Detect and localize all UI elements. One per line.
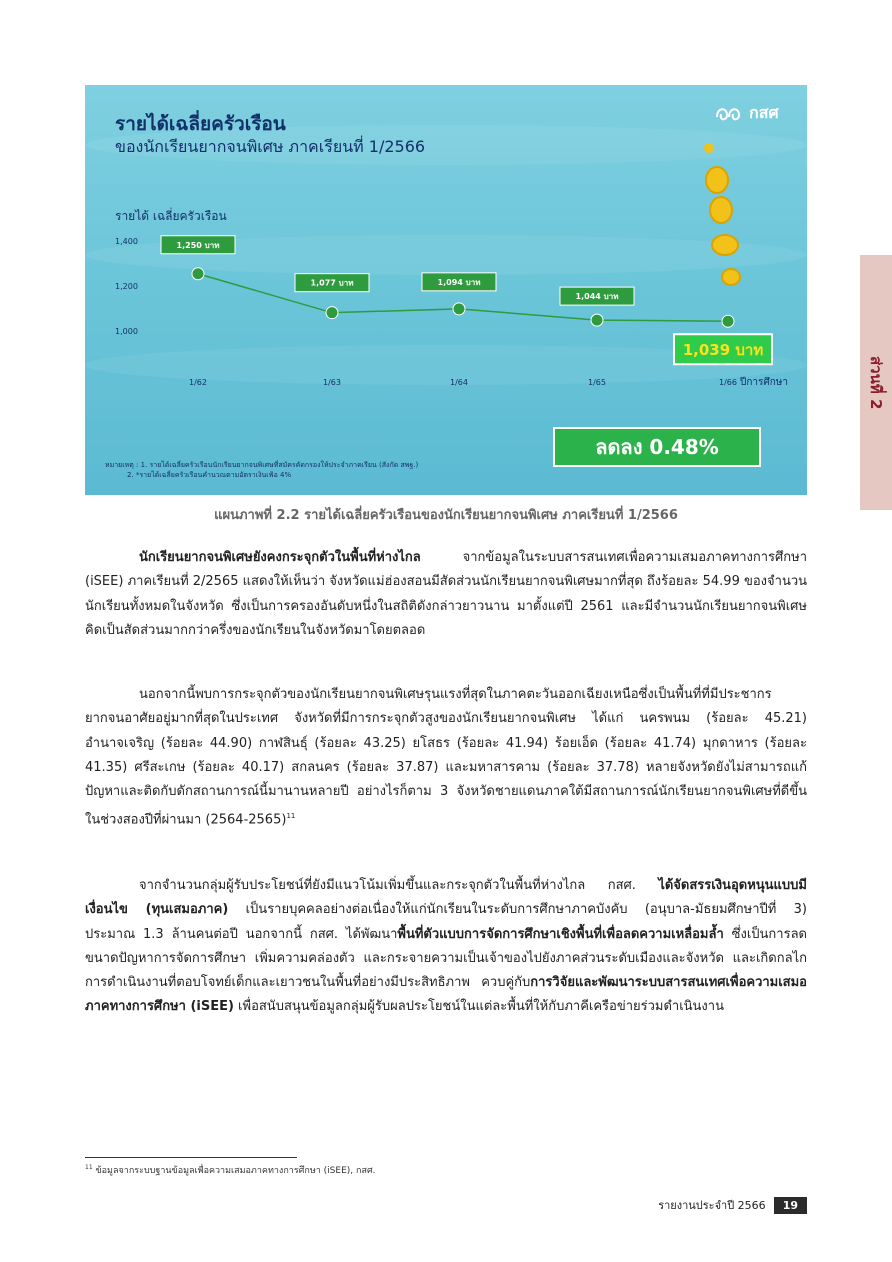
section-tab-label: ส่วนที่ 2	[867, 355, 885, 410]
data-label: 1,044 บาท	[575, 292, 619, 302]
data-point	[192, 268, 204, 280]
paragraph-3-bold: การวิจัยและพัฒนาระบบสารสนเทศเพื่อความเสมอภาคทางการศึกษา (iSEE)	[85, 975, 807, 1015]
footnote-number: 11	[85, 1164, 93, 1171]
x-tick-label: 1/64	[450, 378, 468, 387]
chart-note-line1: หมายเหตุ : 1. รายได้เฉลี่ยครัวเรือนนักเรียนยากจนพิเศษที่สมัครคัดกรองให้ประจำภาคเรียน (สังกัด สพฐ.)	[105, 461, 419, 469]
paragraph-1-text: จากข้อมูลในระบบสารสนเทศเพื่อความเสมอภาคทางการศึกษา (iSEE) ภาคเรียนที่ 2/2565 แสดงให้เห็นว่า จังหวัดแม่ฮ่องสอนมีสัดส่วนนักเรียนยากจนพิเศษมากที่สุด ถึงร้อยละ 54.99 ของจำนวนนักเรียนทั้งหมดในจังหวัด ซึ่งเป็นการครองอันดับหนึ่งในสถิติดังกล่าวยาวนาน มาตั้งแต่ปี 2561 และมีจำนวนนักเรียนยากจนพิเศษคิดเป็นสัดส่วนมากกว่าครึ่งของนักเรียนในจังหวัดมาโดยตลอด	[85, 550, 808, 638]
footnote-text: ข้อมูลจากระบบฐานข้อมูลเพื่อความเสมอภาคทางการศึกษา (iSEE), กสศ.	[92, 1166, 376, 1176]
paragraph-2-text: นอกจากนี้พบการกระจุกตัวของนักเรียนยากจนพิเศษรุนแรงที่สุดในภาคตะวันออกเฉียงเหนือซึ่งเป็นพื้นที่ที่มีประชากรยากจนอาศัยอยู่มากที่สุดในประเทศ จังหวัดที่มีการกระจุกตัวสูงของนักเรียนยากจนพิเศษ ได้แก่ นครพนม (ร้อยละ 45.21) อำนาจเจริญ (ร้อยละ 44.90) กาฬสินธุ์ (ร้อยละ 43.25) ยโสธร (ร้อยละ 41.94) ร้อยเอ็ด (ร้อยละ 41.74) มุกดาหาร (ร้อยละ 41.35) ศรีสะเกษ (ร้อยละ 40.17) สกลนคร (ร้อยละ 37.87) และมหาสารคาม (ร้อยละ 37.78) หลายจังหวัดยังไม่สามารถแก้ปัญหาและติดกับดักสถานการณ์นี้มานานหลายปี อย่างไรก็ตาม 3 จังหวัดชายแดนภาคใต้มีสถานการณ์นักเรียนยากจนพิเศษที่ดีขึ้นในช่วงสองปีที่ผ่านมา (2564-2565)	[85, 687, 807, 828]
coins-icon	[704, 143, 740, 285]
data-point	[453, 303, 465, 315]
x-tick-label: 1/63	[323, 378, 341, 387]
paragraph-3-text: จากจำนวนกลุ่มผู้รับประโยชน์ที่ยังมีแนวโน้มเพิ่มขึ้นและกระจุกตัวในพื้นที่ห่างไกล กสศ.	[139, 878, 659, 893]
paragraph-3-text: เพื่อสนับสนุนข้อมูลกลุ่มผู้รับผลประโยชน์ในแต่ละพื้นที่ให้กับภาคีเครือข่ายร่วมดำเนินงาน	[233, 999, 724, 1015]
data-label: 1,077 บาท	[310, 278, 354, 288]
paragraph-3-bold: พื้นที่ตัวแบบการจัดการศึกษาเชิงพื้นที่เพื่อลดความเหลื่อมล้ำ	[397, 926, 724, 942]
infographic-subtitle: ของนักเรียนยากจนพิเศษ ภาคเรียนที่ 1/2566	[115, 137, 426, 156]
x-tick-label: 1/65	[588, 378, 606, 387]
footnote-ref: 11	[286, 812, 296, 821]
section-tab	[860, 255, 892, 510]
decrease-badge: ลดลง 0.48%	[553, 427, 761, 467]
data-label: 1,094 บาท	[437, 277, 481, 287]
data-point	[722, 315, 734, 327]
data-point	[591, 314, 603, 326]
infographic	[85, 85, 807, 495]
data-label: 1,039 บาท	[682, 341, 764, 360]
chart-note	[105, 460, 418, 480]
data-point	[326, 307, 338, 319]
logo-text: กสศ	[749, 103, 779, 122]
paragraph-1-lead: นักเรียนยากจนพิเศษยังคงกระจุกตัวในพื้นที่ห่างไกล	[139, 550, 421, 565]
page-footer	[560, 1196, 807, 1214]
y-tick-label: 1,000	[115, 327, 138, 336]
figure-caption: แผนภาพที่ 2.2 รายได้เฉลี่ยครัวเรือนของนักเรียนยากจนพิเศษ ภาคเรียนที่ 1/2566	[214, 508, 678, 523]
report-title: รายงานประจำปี 2566	[658, 1199, 766, 1212]
x-axis-label: ปีการศึกษา	[740, 377, 788, 388]
data-label: 1,250 บาท	[176, 240, 220, 250]
chart-y-label: รายได้ เฉลี่ยครัวเรือน	[115, 209, 227, 223]
paragraph-3-bold: ได้จัดสรรเงินอุดหนุนแบบมีเงื่อนไข (ทุนเสมอภาค)	[85, 878, 807, 918]
x-tick-label: 1/66	[719, 378, 737, 387]
footnote-divider	[85, 1157, 297, 1158]
paragraph-2	[85, 683, 807, 833]
paragraph-3	[85, 874, 807, 1020]
paragraph-3-text: ซึ่งเป็นการลดขนาดปัญหาการจัดการศึกษา เพิ่มความคล่องตัว และกระจายความเป็นเจ้าของไปยังภาคส่วนระดับเมืองและจังหวัด และเกิดกลไกการดำเนินงานที่ตอบโจทย์เด็กและเยาวชนในพื้นที่อย่างมีประสิทธิภาพ ควบคู่กับ	[85, 926, 807, 991]
footnote	[85, 1163, 376, 1177]
y-tick-label: 1,400	[115, 237, 138, 246]
infographic-title: รายได้เฉลี่ยครัวเรือน	[115, 113, 286, 135]
y-tick-label: 1,200	[115, 282, 138, 291]
page-number: 19	[774, 1197, 807, 1214]
x-tick-label: 1/62	[189, 378, 207, 387]
paragraph-1	[85, 546, 807, 643]
chart-note-line2: 2. *รายได้เฉลี่ยครัวเรือนคำนวณตามอัตราเงินเฟ้อ 4%	[127, 471, 292, 479]
paragraph-3-text: เป็นรายบุคคลอย่างต่อเนื่องให้แก่นักเรียนในระดับการศึกษาภาคบังคับ (อนุบาล-มัธยมศึกษาปีที่ 3) ประมาณ 1.3 ล้านคนต่อปี นอกจากนี้ กสศ. ได้พัฒนา	[85, 902, 807, 942]
